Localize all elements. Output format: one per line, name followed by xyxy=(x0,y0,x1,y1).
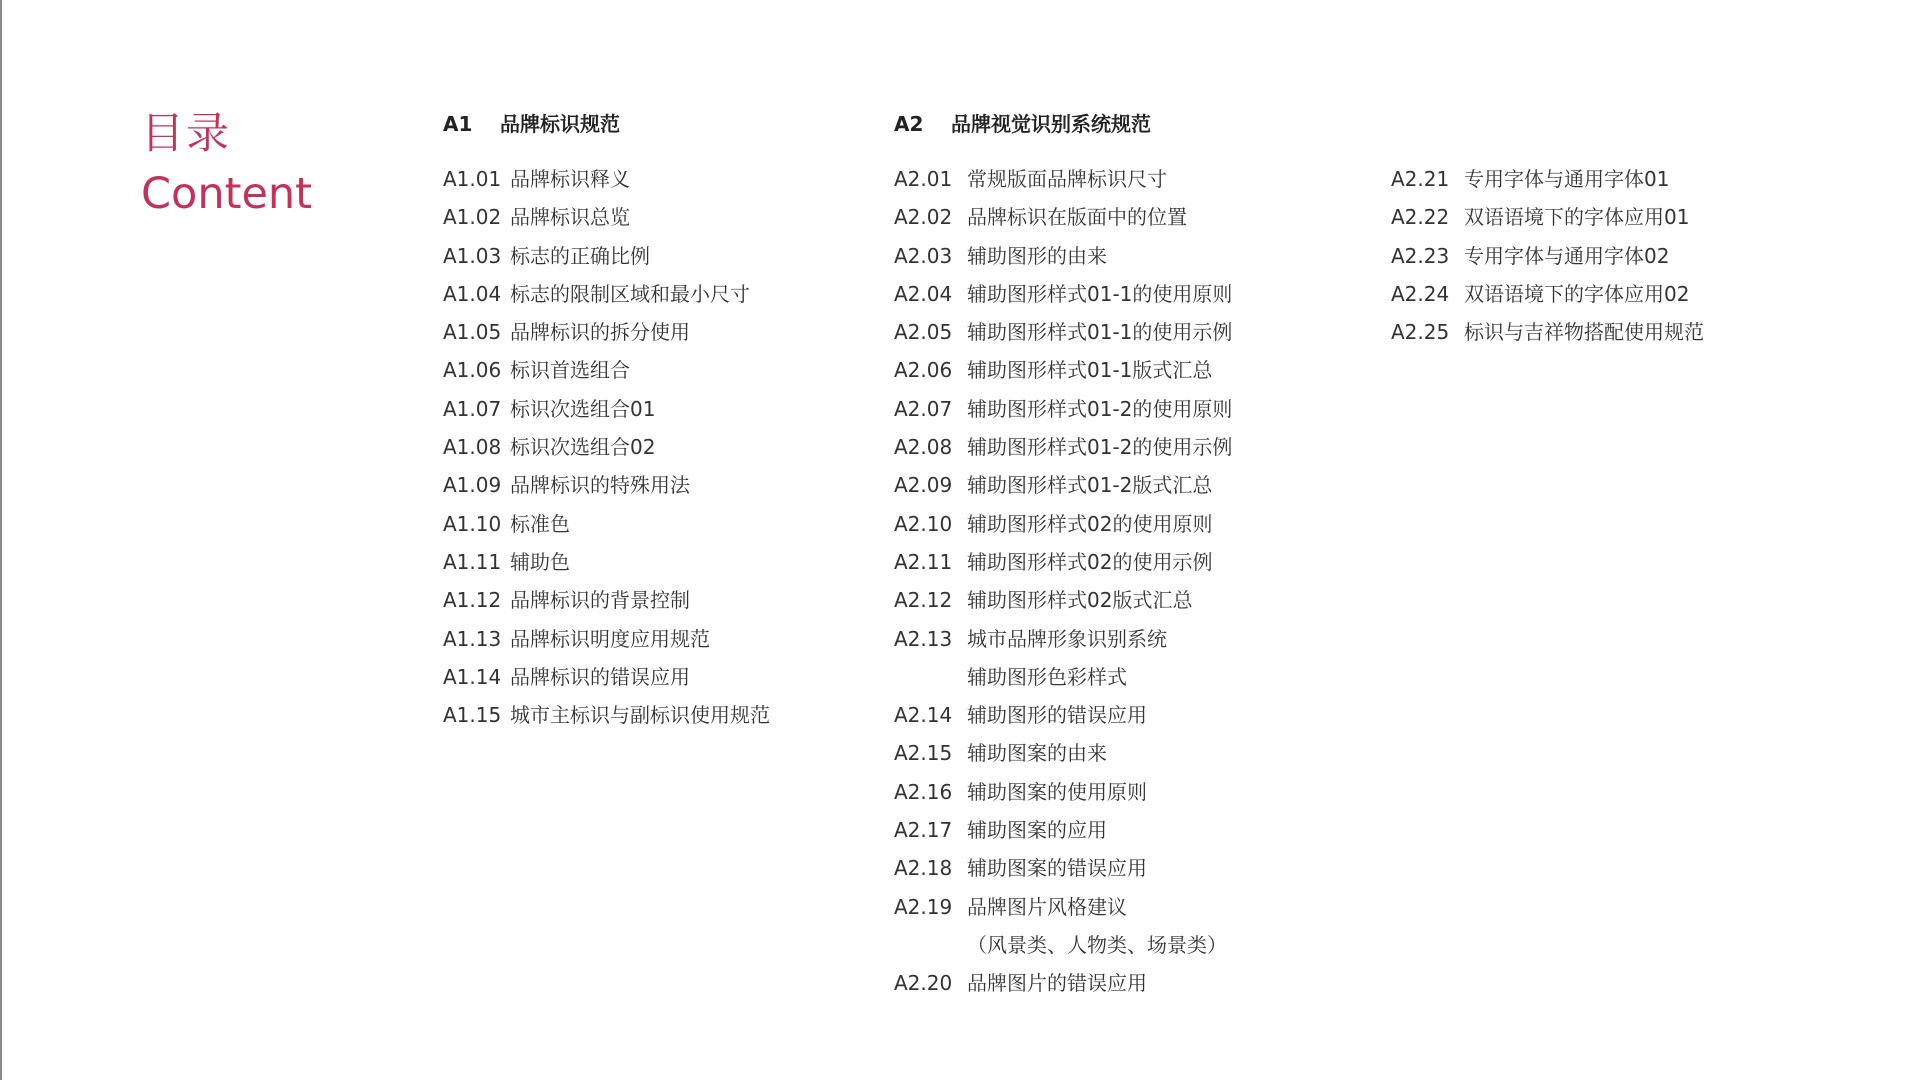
toc-column-a1 xyxy=(443,165,770,739)
toc-item-title: 双语语境下的字体应用01 xyxy=(1464,205,1690,230)
toc-item xyxy=(443,625,770,663)
toc-item-number: A2.01 xyxy=(894,167,953,191)
toc-item-number: A2.15 xyxy=(894,741,953,766)
toc-item-number: A2.16 xyxy=(894,779,953,804)
toc-item-number: A2.07 xyxy=(894,396,953,421)
toc-item-title: 品牌图片风格建议 xyxy=(967,894,1127,919)
toc-item-title: 标识首选组合 xyxy=(510,358,630,383)
toc-item-title: 辅助图形色彩样式 xyxy=(967,664,1127,689)
toc-item-title: 辅助图案的应用 xyxy=(967,818,1107,843)
toc-item xyxy=(443,165,770,203)
toc-column-a2-continued xyxy=(1391,165,1704,356)
toc-item xyxy=(443,280,770,318)
section-code-a2: A2 xyxy=(894,112,924,136)
toc-item-number: A1.06 xyxy=(443,358,502,383)
toc-item-title: 辅助图形样式01-2的使用示例 xyxy=(967,435,1233,460)
toc-item xyxy=(443,548,770,586)
toc-item xyxy=(1391,318,1704,356)
toc-item-title: 辅助图形的由来 xyxy=(967,243,1107,268)
toc-item-title: 品牌标识的错误应用 xyxy=(510,664,690,689)
toc-item-title: 标志的正确比例 xyxy=(510,243,650,268)
toc-item-number: A2.12 xyxy=(894,588,953,613)
toc-item-title: 品牌标识的拆分使用 xyxy=(510,320,690,345)
toc-item xyxy=(894,433,1232,471)
toc-item-number: A2.10 xyxy=(894,511,953,536)
section-title-a2: 品牌视觉识别系统规范 xyxy=(951,112,1151,136)
toc-item-number: A1.11 xyxy=(443,549,502,574)
toc-item xyxy=(894,816,1232,854)
toc-item xyxy=(894,510,1232,548)
toc-item xyxy=(894,969,1232,1007)
toc-item-title: 辅助图形样式02的使用示例 xyxy=(967,549,1213,574)
toc-item-title: 城市主标识与副标识使用规范 xyxy=(510,703,770,728)
toc-item-number: A2.05 xyxy=(894,320,953,345)
toc-item-title: 辅助图形样式01-1的使用示例 xyxy=(967,320,1233,345)
toc-item xyxy=(894,318,1232,356)
toc-item xyxy=(894,203,1232,241)
page-left-border xyxy=(0,0,2,1080)
toc-item-number: A1.04 xyxy=(443,281,502,306)
toc-item-number: A2.24 xyxy=(1391,281,1450,306)
toc-item-title: 标识次选组合02 xyxy=(510,435,656,460)
toc-item-title: 辅助图案的使用原则 xyxy=(967,779,1147,804)
toc-item-number: A1.07 xyxy=(443,396,502,421)
toc-item xyxy=(443,701,770,739)
toc-item-title: （风景类、人物类、场景类） xyxy=(967,932,1227,957)
toc-item-title: 辅助图形样式01-2版式汇总 xyxy=(967,473,1213,498)
toc-item xyxy=(894,548,1232,586)
toc-item xyxy=(443,433,770,471)
toc-item-number: A2.17 xyxy=(894,818,953,843)
toc-item xyxy=(443,356,770,394)
toc-column-a2 xyxy=(894,165,1232,1008)
toc-item-title: 品牌标识总览 xyxy=(510,205,630,230)
toc-item-number: A2.06 xyxy=(894,358,953,383)
toc-item xyxy=(894,854,1232,892)
toc-item-title: 标志的限制区域和最小尺寸 xyxy=(510,281,750,306)
toc-item-title: 常规版面品牌标识尺寸 xyxy=(967,167,1167,191)
toc-item xyxy=(894,893,1232,931)
toc-item-number: A2.03 xyxy=(894,243,953,268)
toc-item xyxy=(894,663,1232,701)
toc-item-title: 辅助图形的错误应用 xyxy=(967,703,1147,728)
toc-item-number: A2.25 xyxy=(1391,320,1450,345)
toc-item-number: A1.09 xyxy=(443,473,502,498)
section-title-a1: 品牌标识规范 xyxy=(500,112,620,136)
toc-item xyxy=(443,586,770,624)
toc-item xyxy=(443,318,770,356)
toc-item-title: 辅助图案的由来 xyxy=(967,741,1107,766)
toc-item-number: A1.03 xyxy=(443,243,502,268)
toc-item-title: 专用字体与通用字体01 xyxy=(1464,167,1670,191)
toc-item-number: A2.20 xyxy=(894,971,953,996)
toc-item xyxy=(443,242,770,280)
toc-item xyxy=(443,510,770,548)
toc-item-number: A2.02 xyxy=(894,205,953,230)
toc-item-number: A2.23 xyxy=(1391,243,1450,268)
toc-item-number: A1.15 xyxy=(443,703,502,728)
toc-item-number: A1.10 xyxy=(443,511,502,536)
toc-item-title: 城市品牌形象识别系统 xyxy=(967,626,1167,651)
section-code-a1: A1 xyxy=(443,112,473,136)
toc-item-title: 标识与吉祥物搭配使用规范 xyxy=(1464,320,1704,345)
toc-item-title: 标准色 xyxy=(510,511,570,536)
section-heading-a2 xyxy=(894,110,1151,138)
toc-title-cn: 目录 xyxy=(141,109,231,159)
toc-item xyxy=(894,395,1232,433)
toc-item-title: 辅助图案的错误应用 xyxy=(967,856,1147,881)
toc-item xyxy=(894,356,1232,394)
toc-item-title: 辅助图形样式02的使用原则 xyxy=(967,511,1213,536)
toc-item-title: 辅助图形样式02版式汇总 xyxy=(967,588,1193,613)
toc-item xyxy=(443,471,770,509)
toc-item-number: A2.09 xyxy=(894,473,953,498)
toc-item xyxy=(894,625,1232,663)
toc-item-title: 辅助图形样式01-2的使用原则 xyxy=(967,396,1233,421)
toc-item-number: A2.18 xyxy=(894,856,953,881)
toc-item-number: A1.08 xyxy=(443,435,502,460)
toc-item xyxy=(894,471,1232,509)
toc-item-title: 品牌标识在版面中的位置 xyxy=(967,205,1187,230)
toc-item xyxy=(443,395,770,433)
toc-item-title: 辅助色 xyxy=(510,549,570,574)
toc-item-number: A1.12 xyxy=(443,588,502,613)
toc-item-number: A2.21 xyxy=(1391,167,1450,191)
toc-item-number: A2.04 xyxy=(894,281,953,306)
toc-item-title: 专用字体与通用字体02 xyxy=(1464,243,1670,268)
toc-item xyxy=(894,165,1232,203)
toc-item-title: 辅助图形样式01-1版式汇总 xyxy=(967,358,1213,383)
toc-item-title: 品牌标识释义 xyxy=(510,167,630,191)
toc-item-number: A1.05 xyxy=(443,320,502,345)
toc-item-number: A1.02 xyxy=(443,205,502,230)
toc-item-title: 标识次选组合01 xyxy=(510,396,656,421)
toc-item-title: 双语语境下的字体应用02 xyxy=(1464,281,1690,306)
toc-item xyxy=(1391,203,1704,241)
toc-item-number: A1.01 xyxy=(443,167,502,191)
toc-item xyxy=(894,931,1232,969)
toc-item-number: A2.08 xyxy=(894,435,953,460)
toc-item-number: A2.14 xyxy=(894,703,953,728)
toc-item xyxy=(894,739,1232,777)
toc-item xyxy=(1391,242,1704,280)
toc-item-number: A2.22 xyxy=(1391,205,1450,230)
toc-item-title: 品牌图片的错误应用 xyxy=(967,971,1147,996)
toc-item-number: A2.19 xyxy=(894,894,953,919)
toc-item xyxy=(1391,165,1704,203)
toc-item xyxy=(1391,280,1704,318)
toc-item-title: 品牌标识的背景控制 xyxy=(510,588,690,613)
section-heading-a1 xyxy=(443,110,620,138)
toc-item-title: 品牌标识的特殊用法 xyxy=(510,473,690,498)
toc-item-number: A1.13 xyxy=(443,626,502,651)
toc-title-block xyxy=(141,108,312,220)
toc-item-title: 品牌标识明度应用规范 xyxy=(510,626,710,651)
toc-item-number: A1.14 xyxy=(443,664,502,689)
toc-item xyxy=(443,203,770,241)
toc-item xyxy=(443,663,770,701)
toc-item xyxy=(894,280,1232,318)
toc-item xyxy=(894,586,1232,624)
toc-item-number: A2.13 xyxy=(894,626,953,651)
toc-item-title: 辅助图形样式01-1的使用原则 xyxy=(967,281,1233,306)
toc-item xyxy=(894,701,1232,739)
toc-item xyxy=(894,242,1232,280)
toc-title-en: Content xyxy=(141,169,313,219)
toc-item xyxy=(894,778,1232,816)
toc-item-number: A2.11 xyxy=(894,549,953,574)
